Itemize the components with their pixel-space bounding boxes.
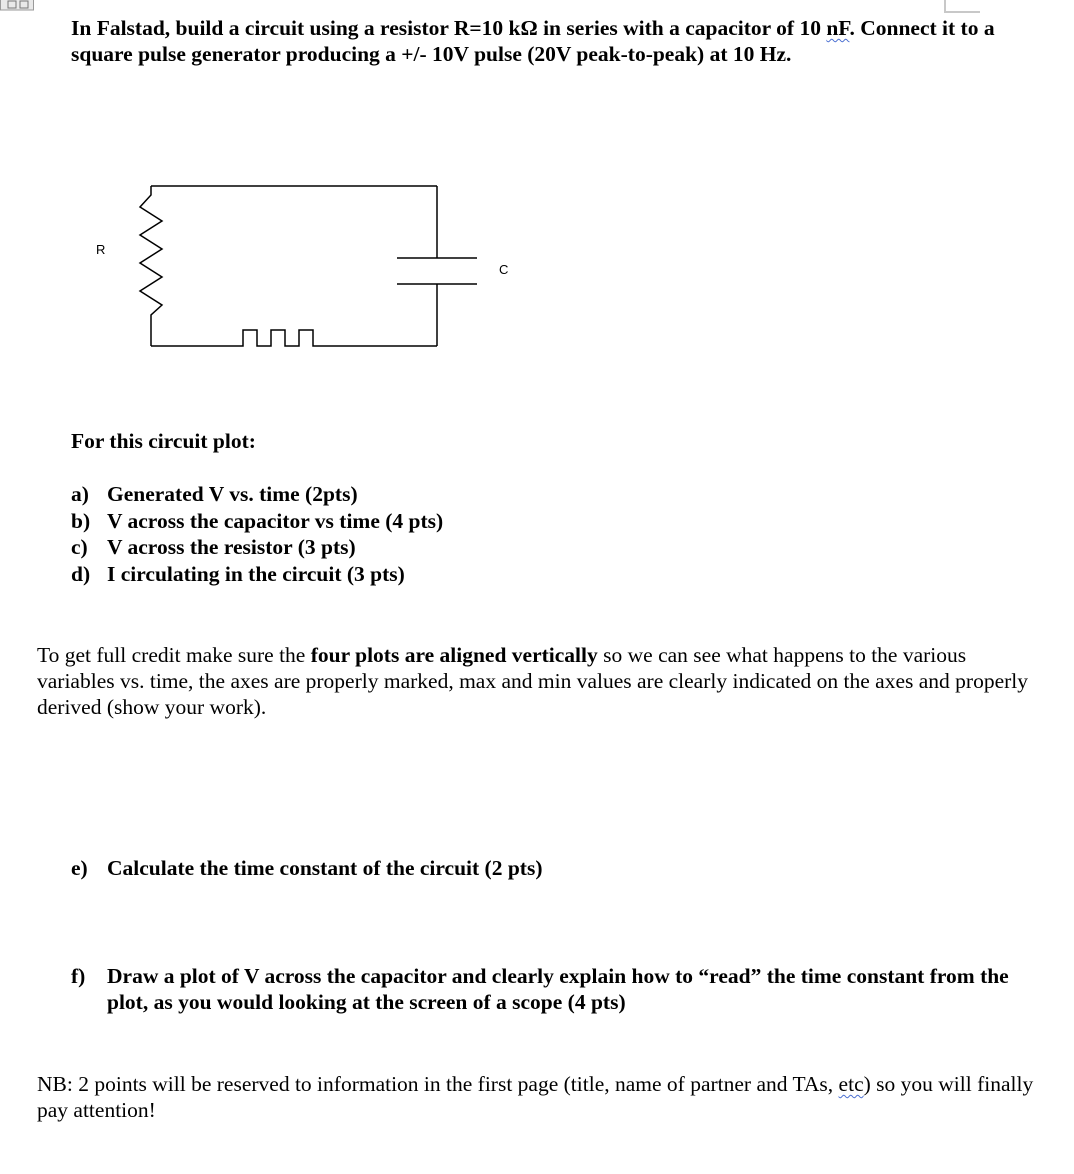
intro-text-2: . Connect it to a square pulse generator producing a +/- 10V pulse (20V peak-to-peak) at 10 Hz. bbox=[71, 16, 995, 66]
nb-note: NB: 2 points will be reserved to information in the first page (title, name of partner and TAs, etc) so you will finally pay attention! bbox=[37, 1072, 1034, 1122]
square-pulse-generator bbox=[226, 330, 338, 346]
list-item: c) V across the resistor (3 pts) bbox=[71, 535, 356, 559]
list-item: b) V across the capacitor vs time (4 pts) bbox=[71, 508, 444, 533]
list-item: d) I circulating in the circuit (3 pts) bbox=[71, 561, 405, 586]
question-e: e) Calculate the time constant of the circuit (2 pts) bbox=[71, 856, 543, 880]
resistor-label: R bbox=[96, 242, 106, 257]
etc-word: etc bbox=[838, 1072, 864, 1096]
rc-circuit-diagram bbox=[80, 175, 520, 365]
nf-unit: nF bbox=[826, 16, 850, 40]
resistor-zigzag bbox=[140, 186, 162, 346]
corner-artifact-left bbox=[0, 0, 34, 12]
list-item: a) Generated V vs. time (2pts) bbox=[71, 482, 358, 506]
capacitor-label: C bbox=[499, 262, 509, 277]
plot-list bbox=[71, 481, 443, 587]
question-f: f) Draw a plot of V across the capacitor and clearly explain how to “read” the time constant from the plot, as you would looking at the screen of a scope (4 pts) bbox=[71, 964, 1009, 1014]
credit-emphasis: four plots are aligned vertically bbox=[310, 643, 598, 667]
page-frame-corner bbox=[944, 0, 980, 14]
intro-text-1: In Falstad, build a circuit using a resistor R=10 kΩ in series with a capacitor of 10 bbox=[71, 16, 827, 40]
plot-heading: For this circuit plot: bbox=[71, 429, 256, 453]
intro-paragraph bbox=[71, 15, 1031, 67]
credit-paragraph: To get full credit make sure the four plots are aligned vertically so we can see what happens to the various variables vs. time, the axes are properly marked, max and min values are clearly indicated on the axes and properly derived (show your work). bbox=[37, 643, 1029, 719]
